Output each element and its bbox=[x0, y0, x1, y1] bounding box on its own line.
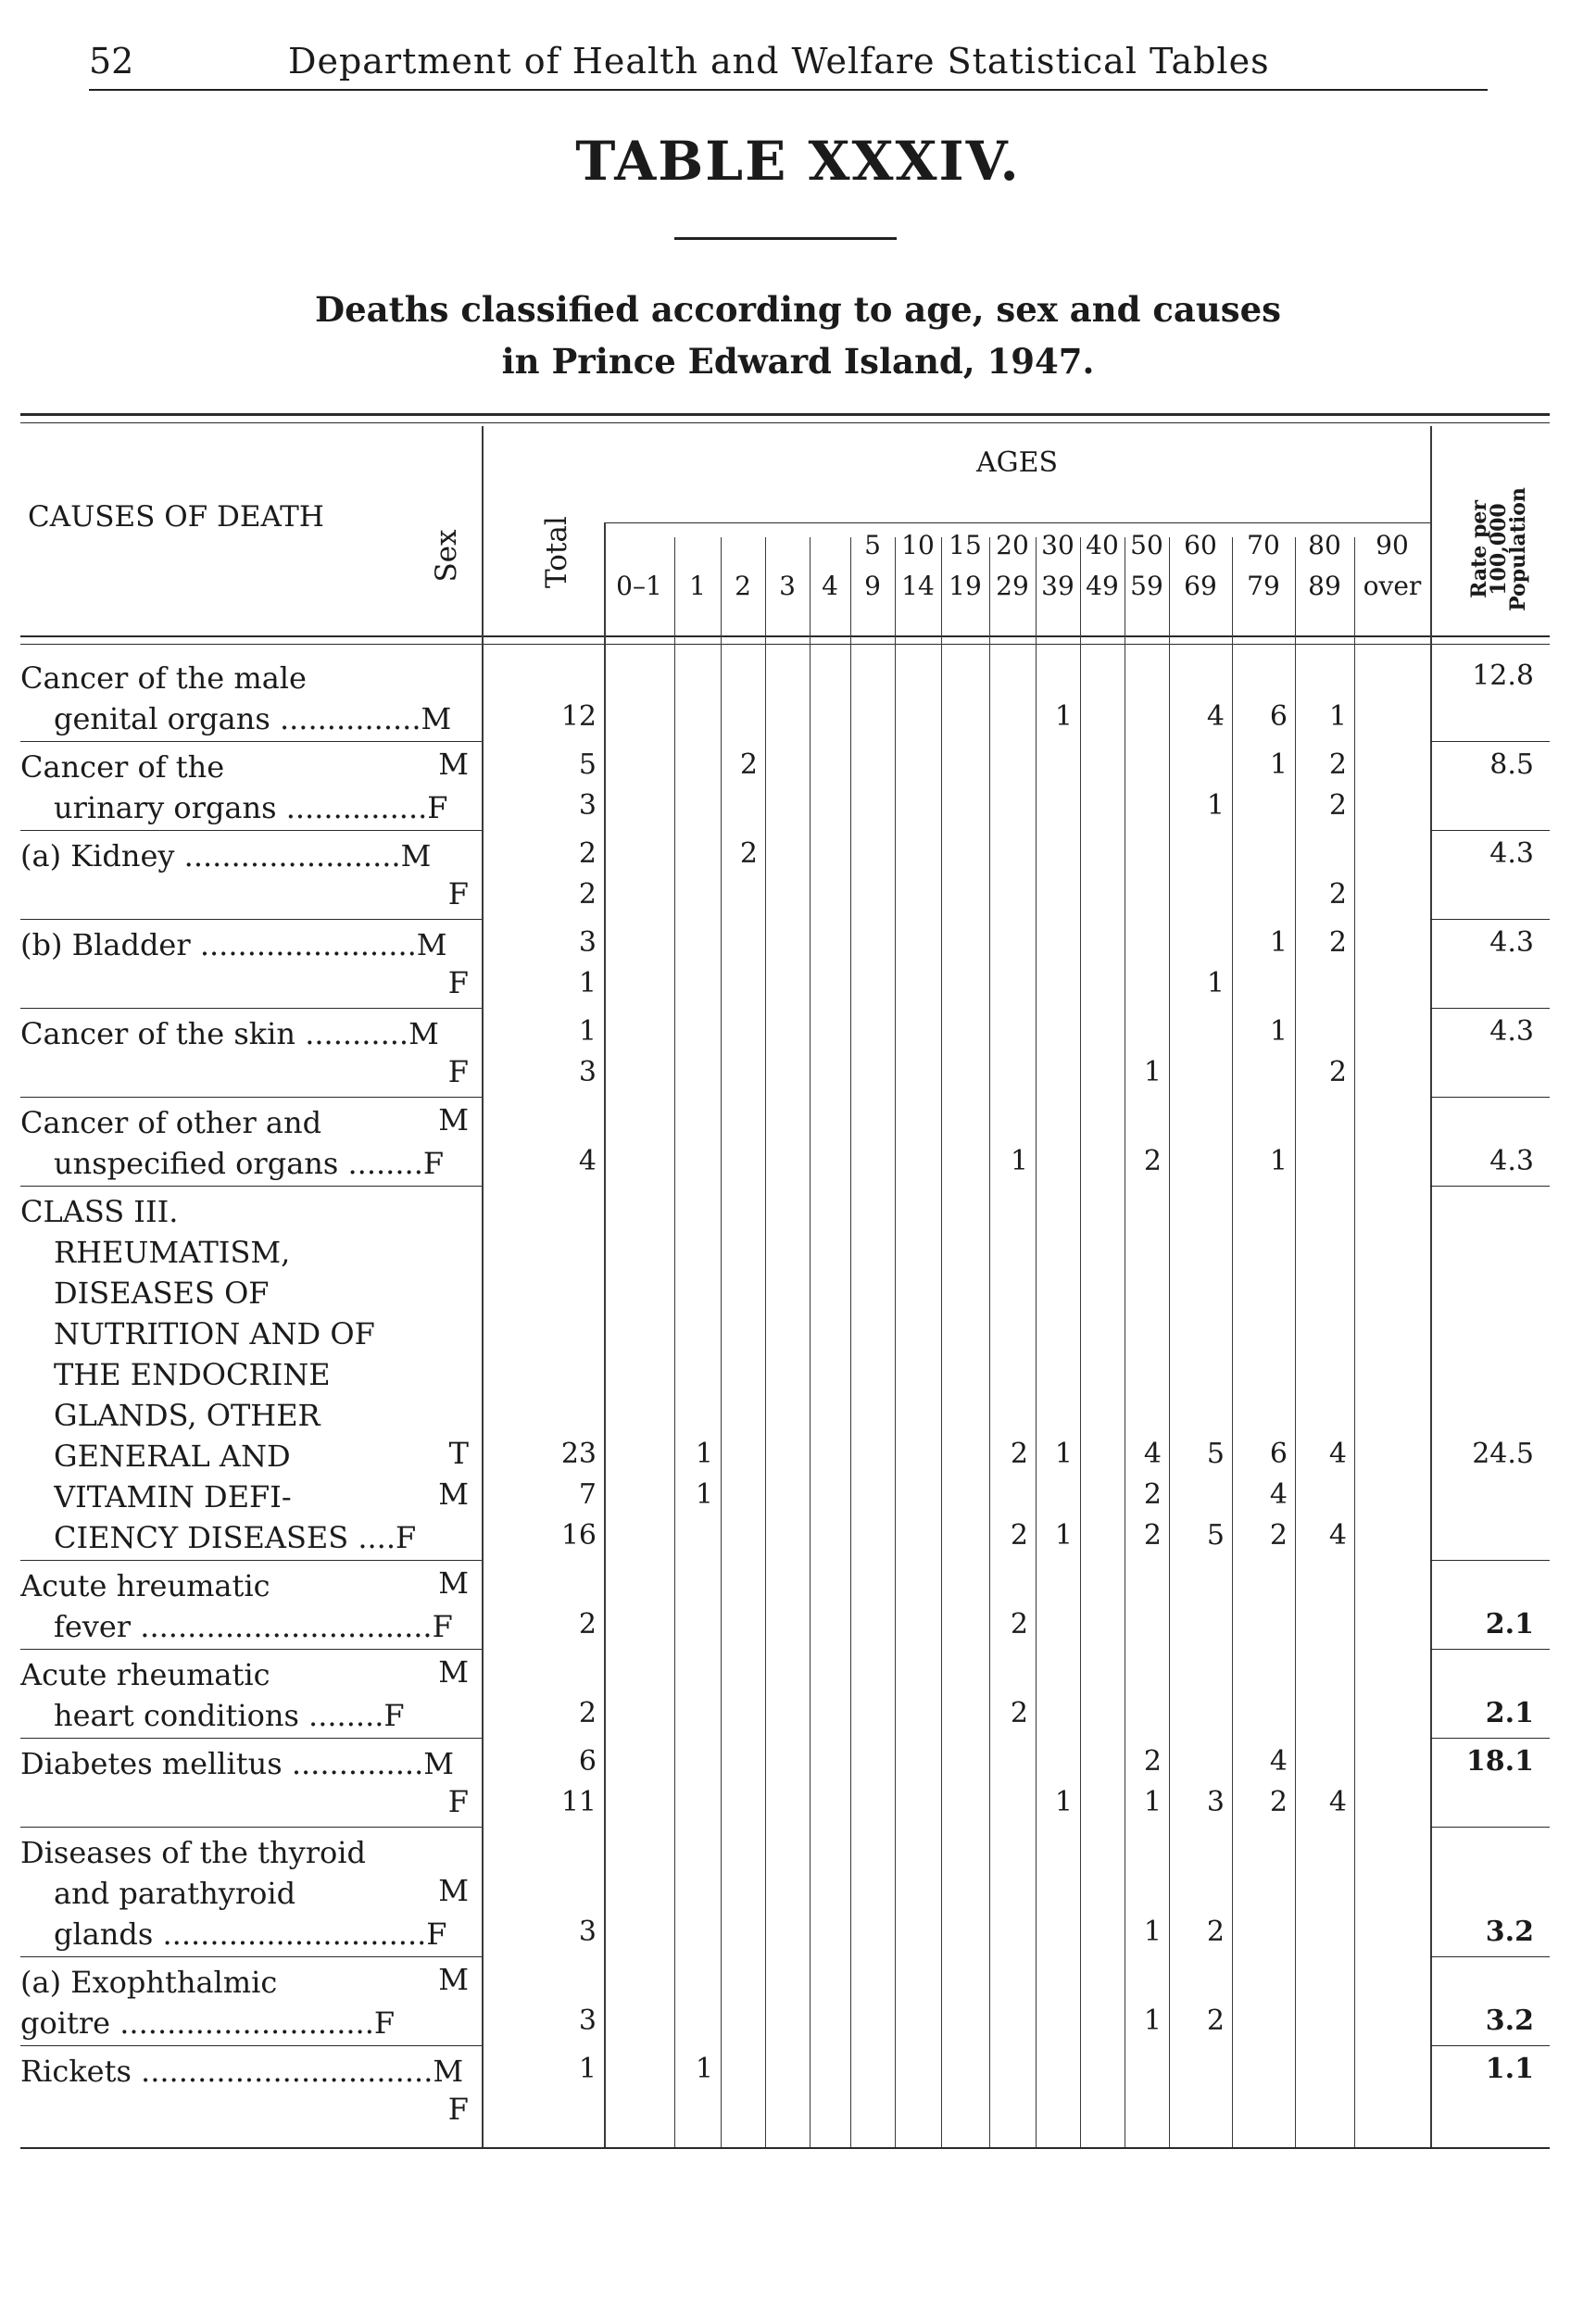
cause-label: (b) Bladder .......................M bbox=[20, 927, 447, 962]
age-value: 4 bbox=[1269, 1745, 1288, 1778]
cause-label: THE ENDOCRINE bbox=[54, 1357, 331, 1392]
total-value: 3 bbox=[578, 1916, 597, 1948]
age-bottom-label: 49 bbox=[1086, 571, 1119, 601]
age-value: 1 bbox=[1054, 1786, 1073, 1818]
sex-value: M bbox=[438, 1477, 469, 1512]
cause-label: NUTRITION AND OF bbox=[54, 1316, 375, 1351]
total-value: 3 bbox=[578, 926, 597, 959]
age-bottom-label: 3 bbox=[779, 571, 796, 601]
age-top-label: 20 bbox=[996, 530, 1029, 560]
age-value: 6 bbox=[1269, 1438, 1288, 1470]
age-value: 2 bbox=[1143, 1745, 1162, 1778]
total-value: 2 bbox=[578, 837, 597, 870]
rate-value: 1.1 bbox=[1485, 2053, 1534, 2085]
row-divider-rate bbox=[1430, 1827, 1550, 1828]
cause-label: GENERAL AND bbox=[54, 1439, 291, 1474]
age-bottom-label: 89 bbox=[1308, 571, 1341, 601]
age-value: 1 bbox=[1010, 1145, 1028, 1177]
rate-value: 2.1 bbox=[1485, 1608, 1534, 1640]
age-value: 1 bbox=[695, 2053, 713, 2085]
age-bottom-label: 0–1 bbox=[616, 571, 662, 601]
age-column-rule bbox=[1354, 537, 1355, 2147]
age-column-rule bbox=[674, 537, 675, 2147]
total-header: Total bbox=[540, 516, 573, 588]
row-divider bbox=[20, 1008, 482, 1009]
sex-value: F bbox=[447, 1784, 469, 1819]
age-value: 5 bbox=[1206, 1438, 1225, 1470]
age-value: 4 bbox=[1328, 1786, 1347, 1818]
total-value: 1 bbox=[578, 2053, 597, 2085]
ages-header: AGES bbox=[975, 446, 1059, 479]
age-value: 2 bbox=[1328, 1056, 1347, 1088]
row-divider-rate bbox=[1430, 1186, 1550, 1187]
age-value: 1 bbox=[1269, 748, 1288, 781]
age-value: 1 bbox=[695, 1438, 713, 1470]
cause-label: urinary organs ...............F bbox=[54, 790, 448, 825]
age-top-label: 15 bbox=[949, 530, 982, 560]
age-value: 4 bbox=[1269, 1478, 1288, 1511]
age-value: 2 bbox=[1010, 1608, 1028, 1640]
age-value: 1 bbox=[1054, 1519, 1073, 1552]
age-value: 1 bbox=[1143, 2005, 1162, 2037]
age-value: 1 bbox=[1054, 700, 1073, 733]
cause-label: Acute rheumatic bbox=[20, 1657, 270, 1692]
running-head: Department of Health and Welfare Statistical Tables bbox=[288, 41, 1270, 82]
age-value: 2 bbox=[1143, 1145, 1162, 1177]
row-divider-rate bbox=[1430, 919, 1550, 920]
age-value: 2 bbox=[1269, 1519, 1288, 1552]
total-value: 2 bbox=[578, 1697, 597, 1729]
cause-label: (a) Kidney .......................M bbox=[20, 838, 432, 873]
age-column-rule bbox=[1036, 537, 1037, 2147]
table-top-rule bbox=[20, 413, 1550, 416]
cause-label: VITAMIN DEFI- bbox=[54, 1479, 292, 1514]
cause-label: Cancer of the skin ...........M bbox=[20, 1016, 439, 1051]
cause-label: Cancer of the bbox=[20, 749, 225, 785]
causes-header: CAUSES OF DEATH bbox=[28, 500, 324, 534]
age-value: 2 bbox=[1143, 1478, 1162, 1511]
total-value: 5 bbox=[578, 748, 597, 781]
page-header bbox=[89, 41, 1488, 91]
total-value: 12 bbox=[560, 700, 597, 733]
rate-value: 4.3 bbox=[1489, 1145, 1534, 1177]
age-value: 2 bbox=[739, 748, 758, 781]
caption-line-2: in Prince Edward Island, 1947. bbox=[501, 341, 1095, 382]
row-divider-rate bbox=[1430, 741, 1550, 742]
rate-value: 3.2 bbox=[1485, 2005, 1534, 2037]
sex-value: M bbox=[438, 1102, 469, 1137]
caption-line-1: Deaths classified according to age, sex and causes bbox=[315, 289, 1281, 330]
age-bottom-label: 59 bbox=[1130, 571, 1163, 601]
age-value: 2 bbox=[1206, 2005, 1225, 2037]
sex-value: T bbox=[448, 1436, 469, 1471]
total-value: 6 bbox=[578, 1745, 597, 1778]
age-value: 2 bbox=[1206, 1916, 1225, 1948]
cause-label: goitre ...........................F bbox=[20, 2005, 396, 2041]
sex-value: M bbox=[438, 747, 469, 782]
age-top-label: 30 bbox=[1041, 530, 1074, 560]
header-bottom-rule-2 bbox=[20, 644, 1550, 645]
age-value: 2 bbox=[1328, 878, 1347, 911]
rate-value: 24.5 bbox=[1472, 1438, 1534, 1470]
age-top-label: 10 bbox=[901, 530, 935, 560]
age-bottom-label: 39 bbox=[1041, 571, 1074, 601]
sex-value: M bbox=[438, 1565, 469, 1601]
total-value: 2 bbox=[578, 1608, 597, 1640]
age-bottom-label: 14 bbox=[901, 571, 935, 601]
cause-label: fever ...............................F bbox=[54, 1609, 453, 1644]
total-value: 7 bbox=[578, 1478, 597, 1511]
age-bottom-label: 69 bbox=[1184, 571, 1217, 601]
age-value: 2 bbox=[1328, 789, 1347, 822]
total-column-rule bbox=[604, 522, 606, 2147]
age-top-label: 70 bbox=[1247, 530, 1280, 560]
row-divider bbox=[20, 830, 482, 831]
rate-value: 4.3 bbox=[1489, 837, 1534, 870]
age-value: 1 bbox=[1143, 1786, 1162, 1818]
rate-value: 18.1 bbox=[1465, 1745, 1534, 1778]
row-divider-rate bbox=[1430, 1097, 1550, 1098]
total-value: 23 bbox=[560, 1438, 597, 1470]
rate-header: Rate per 100,000 Population bbox=[1467, 487, 1530, 611]
rate-value: 2.1 bbox=[1485, 1697, 1534, 1729]
age-column-rule bbox=[1080, 537, 1081, 2147]
header-bottom-rule bbox=[20, 635, 1550, 637]
sex-header: Sex bbox=[430, 529, 463, 583]
cause-label: Cancer of the male bbox=[20, 660, 307, 696]
table-title: TABLE XXXIV. bbox=[575, 130, 1021, 193]
age-top-label: 90 bbox=[1376, 530, 1409, 560]
age-value: 2 bbox=[1010, 1519, 1028, 1552]
row-divider-rate bbox=[1430, 830, 1550, 831]
row-divider bbox=[20, 1186, 482, 1187]
table-caption bbox=[0, 283, 1596, 387]
row-divider-rate bbox=[1430, 1649, 1550, 1650]
sex-value: F bbox=[447, 965, 469, 1000]
sex-column-rule bbox=[482, 426, 484, 2147]
age-value: 2 bbox=[1010, 1438, 1028, 1470]
age-value: 3 bbox=[1206, 1786, 1225, 1818]
age-top-label: 50 bbox=[1130, 530, 1163, 560]
total-value: 11 bbox=[560, 1786, 597, 1818]
row-divider-rate bbox=[1430, 1738, 1550, 1739]
total-value: 4 bbox=[578, 1145, 597, 1177]
row-divider-rate bbox=[1430, 1008, 1550, 1009]
cause-label: genital organs ...............M bbox=[54, 701, 452, 736]
row-divider bbox=[20, 1649, 482, 1650]
age-bottom-label: 2 bbox=[735, 571, 751, 601]
age-column-rule bbox=[895, 537, 896, 2147]
row-divider bbox=[20, 1097, 482, 1098]
cause-label: Diabetes mellitus ..............M bbox=[20, 1746, 454, 1781]
cause-label: and parathyroid bbox=[54, 1876, 296, 1911]
age-value: 1 bbox=[1206, 967, 1225, 999]
sex-value: M bbox=[438, 1873, 469, 1908]
age-value: 6 bbox=[1269, 700, 1288, 733]
age-top-label: 40 bbox=[1086, 530, 1119, 560]
ages-band-rule bbox=[604, 522, 1430, 523]
total-value: 1 bbox=[578, 1015, 597, 1048]
row-divider bbox=[20, 741, 482, 742]
total-value: 3 bbox=[578, 1056, 597, 1088]
age-column-rule bbox=[1169, 537, 1170, 2147]
rate-column-rule bbox=[1430, 426, 1432, 2147]
age-bottom-label: 79 bbox=[1247, 571, 1280, 601]
age-top-label: 80 bbox=[1308, 530, 1341, 560]
total-value: 1 bbox=[578, 967, 597, 999]
sex-value: F bbox=[447, 2092, 469, 2127]
table-bottom-rule bbox=[20, 2147, 1550, 2149]
age-value: 2 bbox=[1328, 748, 1347, 781]
age-value: 1 bbox=[1328, 700, 1347, 733]
total-value: 3 bbox=[578, 789, 597, 822]
age-top-label: 60 bbox=[1184, 530, 1217, 560]
age-value: 1 bbox=[695, 1478, 713, 1511]
row-divider bbox=[20, 1956, 482, 1957]
age-value: 1 bbox=[1269, 1145, 1288, 1177]
age-value: 4 bbox=[1143, 1438, 1162, 1470]
age-value: 1 bbox=[1143, 1916, 1162, 1948]
age-value: 1 bbox=[1269, 1015, 1288, 1048]
age-value: 1 bbox=[1269, 926, 1288, 959]
rate-value: 12.8 bbox=[1472, 660, 1534, 692]
cause-label: RHEUMATISM, bbox=[54, 1235, 291, 1270]
age-value: 2 bbox=[1328, 926, 1347, 959]
age-bottom-label: 9 bbox=[864, 571, 881, 601]
rate-value: 3.2 bbox=[1485, 1916, 1534, 1948]
age-column-rule bbox=[850, 537, 851, 2147]
age-value: 2 bbox=[1269, 1786, 1288, 1818]
age-value: 2 bbox=[1010, 1697, 1028, 1729]
age-bottom-label: 19 bbox=[949, 571, 982, 601]
rate-value: 4.3 bbox=[1489, 926, 1534, 959]
row-divider bbox=[20, 1560, 482, 1561]
cause-label: heart conditions ........F bbox=[54, 1698, 405, 1733]
age-value: 2 bbox=[1143, 1519, 1162, 1552]
age-value: 1 bbox=[1206, 789, 1225, 822]
row-divider bbox=[20, 1827, 482, 1828]
age-bottom-label: over bbox=[1363, 571, 1422, 601]
row-divider-rate bbox=[1430, 1956, 1550, 1957]
row-divider bbox=[20, 2045, 482, 2046]
age-value: 4 bbox=[1328, 1438, 1347, 1470]
total-value: 2 bbox=[578, 878, 597, 911]
page-number: 52 bbox=[89, 41, 134, 82]
age-column-rule bbox=[765, 537, 766, 2147]
age-column-rule bbox=[810, 537, 811, 2147]
age-value: 2 bbox=[739, 837, 758, 870]
cause-label: Diseases of the thyroid bbox=[20, 1835, 366, 1870]
sex-value: M bbox=[438, 1962, 469, 1997]
total-value: 3 bbox=[578, 2005, 597, 2037]
cause-label: Acute hreumatic bbox=[20, 1568, 270, 1603]
table-top-rule-2 bbox=[20, 422, 1550, 423]
row-divider bbox=[20, 919, 482, 920]
cause-label: (a) Exophthalmic bbox=[20, 1965, 278, 2000]
age-value: 5 bbox=[1206, 1519, 1225, 1552]
age-value: 4 bbox=[1206, 700, 1225, 733]
age-bottom-label: 1 bbox=[689, 571, 706, 601]
age-column-rule bbox=[941, 537, 942, 2147]
cause-label: glands ............................F bbox=[54, 1917, 447, 1952]
cause-label: GLANDS, OTHER bbox=[54, 1398, 320, 1433]
age-top-label: 5 bbox=[864, 530, 881, 560]
age-bottom-label: 4 bbox=[822, 571, 838, 601]
row-divider-rate bbox=[1430, 2045, 1550, 2046]
total-value: 16 bbox=[560, 1519, 597, 1552]
cause-label: Cancer of other and bbox=[20, 1105, 322, 1140]
cause-label: unspecified organs ........F bbox=[54, 1146, 445, 1181]
title-rule bbox=[674, 237, 897, 240]
row-divider-rate bbox=[1430, 1560, 1550, 1561]
cause-label: Rickets ...............................M bbox=[20, 2054, 464, 2089]
rate-value: 4.3 bbox=[1489, 1015, 1534, 1048]
sex-value: M bbox=[438, 1654, 469, 1690]
sex-value: F bbox=[447, 876, 469, 911]
age-value: 1 bbox=[1054, 1438, 1073, 1470]
age-value: 1 bbox=[1143, 1056, 1162, 1088]
age-column-rule bbox=[989, 537, 990, 2147]
age-bottom-label: 29 bbox=[996, 571, 1029, 601]
age-value: 4 bbox=[1328, 1519, 1347, 1552]
cause-label: CIENCY DISEASES ....F bbox=[54, 1520, 417, 1555]
rate-value: 8.5 bbox=[1489, 748, 1534, 781]
cause-label: DISEASES OF bbox=[54, 1276, 270, 1311]
row-divider bbox=[20, 1738, 482, 1739]
sex-value: F bbox=[447, 1054, 469, 1089]
cause-label: CLASS III. bbox=[20, 1194, 179, 1229]
